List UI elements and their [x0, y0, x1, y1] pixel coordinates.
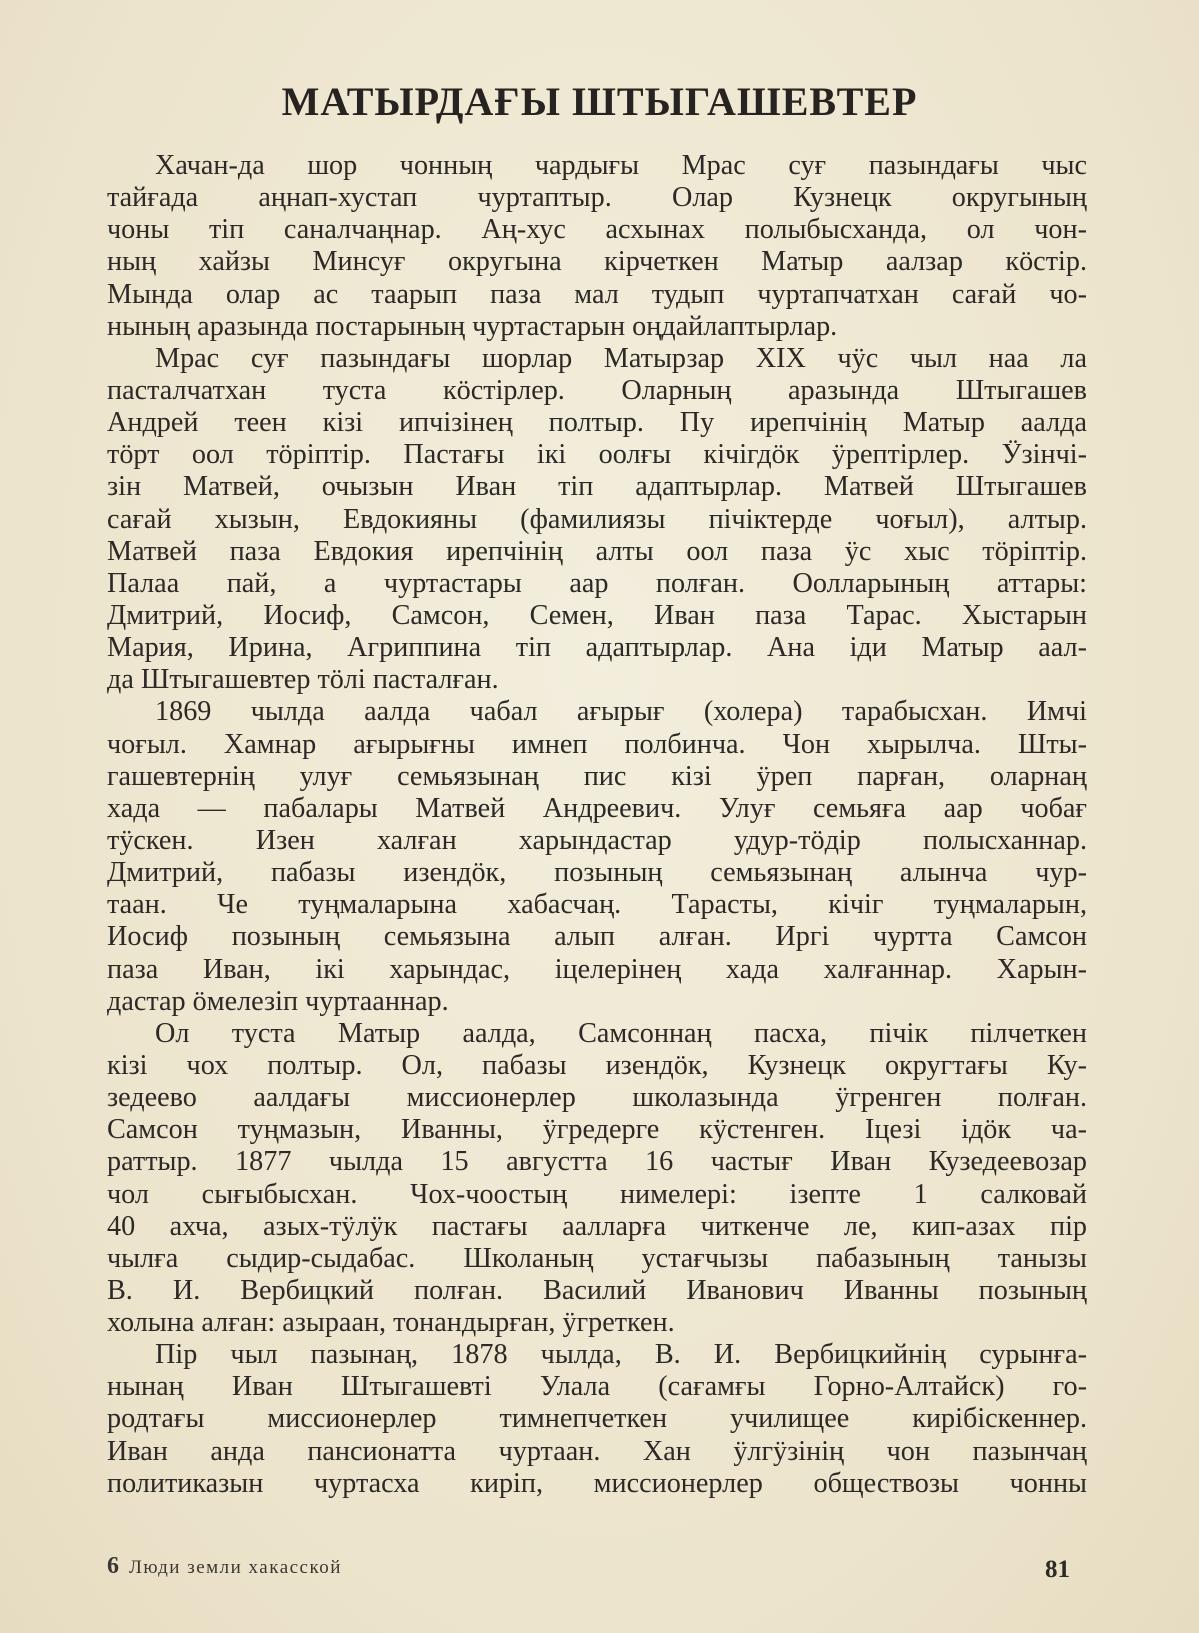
- text-line: Иван анда пансионатта чуртаан. Хан ӱлгӱзінің чон пазынчаң: [107, 1435, 1087, 1467]
- text-line: пасталчатхан туста кӧстірлер. Оларның аразында Штыгашев: [107, 374, 1087, 406]
- printer-signature: 6: [107, 1553, 119, 1579]
- text-line: зедеево аалдағы миссионерлер школазында ӱгренген полған.: [107, 1082, 1087, 1114]
- text-line: холына алған: азыраан, тонандырған, ӱгреткен.: [107, 1307, 675, 1339]
- text-line: Дмитрий, пабазы изендӧк, позының семьязынаң алынча чур-: [107, 857, 1087, 889]
- text-line: нының аразында постарының чуртастарын оңдайлаптырлар.: [107, 310, 838, 342]
- text-line: В. И. Вербицкий полған. Василий Иванович Иванны позының: [107, 1274, 1087, 1306]
- text-line: хада — пабалары Матвей Андреевич. Улуғ семьяға аар чобағ: [107, 792, 1087, 824]
- text-line: зін Матвей, очызын Иван тіп адаптырлар. Матвей Штыгашев: [107, 471, 1087, 503]
- text-line: тӧрт оол тӧріптір. Пастағы ікі оолғы кічігдӧк ӱрептірлер. Ӱзінчі-: [107, 439, 1087, 471]
- text-line: кізі чох полтыр. Ол, пабазы изендӧк, Кузнецк округтағы Ку-: [107, 1049, 1087, 1081]
- text-line: паза Иван, ікі харындас, іцелерінең хада халғаннар. Харын-: [107, 953, 1087, 985]
- text-line: тӱскен. Изен халған харындастар удур-тӧдір полысханнар.: [107, 824, 1087, 856]
- text-line: дастар ӧмелезіп чуртааннар.: [107, 985, 449, 1017]
- text-line: Дмитрий, Иосиф, Самсон, Семен, Иван паза Тарас. Хыстарын: [107, 599, 1087, 631]
- text-line: раттыр. 1877 чылда 15 августта 16 частығ Иван Кузедеевозар: [107, 1146, 1087, 1178]
- text-line: родтағы миссионерлер тимнепчеткен училищее кирібіскеннер.: [107, 1403, 1087, 1435]
- page-title: МАТЫРДАҒЫ ШТЫГАШЕВТЕР: [281, 79, 918, 124]
- text-line: чылға сыдир-сыдабас. Школаның устағчызы пабазының танызы: [107, 1242, 1087, 1274]
- text-line: Матвей паза Евдокия ирепчінің алты оол паза ӱс хыс тӧріптір.: [107, 535, 1087, 567]
- text-line: чоны тіп саналчаңнар. Аң-хус асхынах полыбысханда, ол чон-: [107, 214, 1087, 246]
- text-line: Пір чыл пазынаң, 1878 чылда, В. И. Вербицкийнің сурынға-: [155, 1339, 1087, 1371]
- text-line: политиказын чуртасха киріп, миссионерлер обществозы чонны: [107, 1467, 1087, 1499]
- text-line: ның хайзы Минсуғ округына кірчеткен Матыр аалзар кӧстір.: [107, 246, 1087, 278]
- text-line: Палаа пай, а чуртастары аар полған. Оолларының аттары:: [107, 567, 1087, 599]
- footer-book-title: [107, 1553, 342, 1580]
- text-line: таан. Че туңмаларына хабасчаң. Тарасты, кічіг туңмаларын,: [107, 889, 1087, 921]
- text-line: чоғыл. Хамнар ағырығны имнеп полбинча. Чон хырылча. Шты-: [107, 728, 1087, 760]
- text-line: тайғада аңнап-хустап чуртаптыр. Олар Кузнецк округының: [107, 182, 1087, 214]
- text-line: Мында олар ас таарып паза мал тудып чуртапчатхан сағай чо-: [107, 278, 1087, 310]
- page-number: 81: [1045, 1556, 1070, 1583]
- text-line: 40 ахча, азых-тӱлӱк пастағы аалларға читкенче ле, кип-азах пір: [107, 1210, 1087, 1242]
- text-line: сағай хызын, Евдокияны (фамилиязы пічіктерде чоғыл), алтыр.: [107, 503, 1087, 535]
- body-text: [107, 150, 1087, 1500]
- text-line: Иосиф позының семьязына алып алған. Иргі чуртта Самсон: [107, 921, 1087, 953]
- text-line: нынаң Иван Штыгашевті Улала (сағамғы Горно-Алтайск) го-: [107, 1371, 1087, 1403]
- text-line: да Штыгашевтер тӧлі пасталған.: [107, 664, 499, 696]
- text-line: Хачан-да шор чонның чардығы Мрас суғ пазындағы чыс: [155, 150, 1087, 181]
- text-line: гашевтернің улуғ семьязынаң пис кізі ӱреп парған, оларнаң: [107, 760, 1087, 792]
- text-line: чол сығыбысхан. Чох-чоостың нимелері: ізепте 1 салковай: [107, 1178, 1087, 1210]
- book-title: Люди земли хакасской: [129, 1557, 342, 1578]
- text-line: Мария, Ирина, Агриппина тіп адаптырлар. Ана іди Матыр аал-: [107, 632, 1087, 664]
- text-line: Андрей теен кізі ипчізінең полтыр. Пу ирепчінің Матыр аалда: [107, 407, 1087, 439]
- text-line: Мрас суғ пазындағы шорлар Матырзар XIX чӱс чыл наа ла: [155, 342, 1087, 374]
- text-line: 1869 чылда аалда чабал ағырығ (холера) тарабысхан. Имчі: [155, 696, 1087, 728]
- text-line: Ол туста Матыр аалда, Самсоннаң пасха, пічік пілчеткен: [155, 1017, 1087, 1049]
- text-line: Самсон туңмазын, Иванны, ӱгредерге кӱстенген. Іцезі ідӧк ча-: [107, 1114, 1087, 1146]
